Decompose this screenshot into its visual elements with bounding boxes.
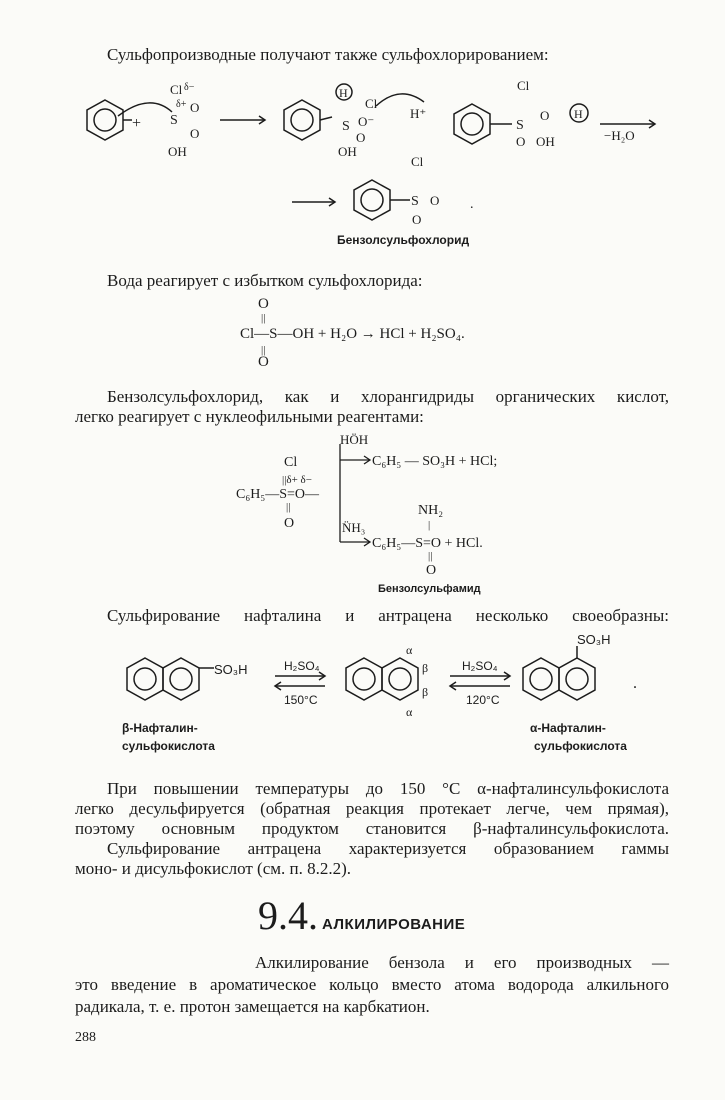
benzene-ring-product [354, 180, 390, 220]
scheme2-deltas: ||δ+ δ− [282, 474, 312, 486]
oxygen-label-7: O [412, 212, 422, 227]
benzene-aromatic-circle-3 [461, 113, 483, 135]
benzene-ring-3 [454, 104, 490, 144]
naphthalene-text: Сульфирование нафталина и антрацена несколько своеобразны: [107, 606, 669, 625]
hydroxyl-label-2: OH [338, 144, 357, 159]
para-bscl-line1: Бензолсульфохлорид, как и хлорангидриды органических кислот, [107, 387, 669, 406]
naphthalene-ring-a3 [523, 658, 559, 700]
product-sulfonamide: C₆H₅—S=O + HCl. [372, 536, 483, 551]
sulfonamide-oxygen: O [426, 563, 437, 578]
beta-bottom: β [422, 685, 429, 699]
sulfonamide-caption: Бензолсульфамид [378, 583, 481, 595]
naphthalene-scheme [110, 628, 670, 763]
chlorine-label-4: Cl [411, 154, 424, 169]
sulfur-label-3: S [516, 118, 524, 133]
chlorine-label-3: Cl [517, 78, 530, 93]
chlorine-label: Cl [170, 82, 183, 97]
section-heading [258, 892, 465, 939]
electron-arrow-2 [376, 94, 424, 106]
benzene-aromatic-circle-product [361, 189, 383, 211]
nucleophile-scheme [230, 430, 560, 600]
svg-text:||: || [428, 550, 433, 562]
page-number: 288 [75, 1030, 96, 1045]
oxygen-label-5: O [516, 134, 526, 149]
svg-text:.: . [470, 197, 474, 212]
para-alkyl-line1: Алкилирование бензола и его производных — [255, 953, 669, 972]
benzene-aromatic-circle-1 [94, 109, 116, 131]
alpha-top: α [406, 643, 413, 657]
para-bscl-line2: легко реагирует с нуклеофильными реагентами: [75, 407, 424, 426]
naphthalene-ring-a1 [127, 658, 163, 700]
hydroxyl-label-3: OH [536, 134, 555, 149]
para-alkyl-line2: это введение в ароматическое кольцо вместо атома водорода алкильного [75, 975, 669, 994]
temperature-120: 120°C [466, 693, 500, 707]
reagent-ammonia: N̈H₃ [342, 520, 366, 535]
scheme2-chlorine: Cl [284, 455, 298, 470]
alpha-caption-line1: α-Нафталин- [530, 721, 606, 735]
para-temp-line1: При повышении температуры до 150 °С α-нафталинсульфокислота [107, 779, 669, 798]
alpha-so3h-label: SO₃H [577, 632, 611, 647]
para-temp-line2: легко десульфируется (обратная реакция протекает легче, чем прямая), [75, 799, 669, 818]
proton-label: H⁺ [410, 106, 427, 121]
sulfuric-acid-label-2: H₂SO₄ [462, 659, 498, 673]
scheme2-center: C₆H₅—S=O— [236, 487, 320, 502]
hydrogen-label: H [339, 86, 348, 100]
scheme2-oxygen: O [284, 516, 295, 531]
electron-arrow-1 [118, 103, 172, 116]
water-reaction-text: Вода реагирует с избытком сульфохлорида: [107, 271, 423, 290]
alpha-bottom: α [406, 705, 413, 719]
oxygen-label-6: O [430, 193, 440, 208]
para-temp-line3: поэтому основным продуктом становится β-нафталинсульфокислота. [75, 819, 669, 838]
section-title: АЛКИЛИРОВАНИЕ [322, 916, 466, 933]
alpha-caption-line2: сульфокислота [534, 739, 627, 753]
delta-minus-label: δ− [184, 82, 195, 93]
svg-text:|: | [428, 519, 431, 531]
naphthalene-ring-b1 [163, 658, 199, 700]
section-number: 9.4. [258, 893, 318, 938]
intro-text: Сульфопроизводные получают также сульфохлорированием: [107, 45, 549, 64]
benzene-ring-1 [87, 100, 123, 140]
hydrogen-label-2: H [574, 107, 583, 121]
oxygen-label-4: O [540, 108, 550, 123]
beta-so3h-label: SO₃H [214, 662, 248, 677]
benzene-ring-2 [284, 100, 320, 140]
hydroxyl-label: OH [168, 144, 187, 159]
product-sulfonic-acid: C₆H₅ — SO₃H + HCl; [372, 454, 498, 469]
oxygen-label-2: O [190, 126, 200, 141]
benzene-aromatic-circle-2 [291, 109, 313, 131]
para-anthr-line1: Сульфирование антрацена характеризуется образованием гаммы [107, 839, 669, 858]
plus-sign: + [132, 115, 142, 132]
water-elimination-label: −H₂O [604, 128, 635, 143]
reagent-water: HÖH [340, 432, 369, 447]
sulfur-label-4: S [411, 194, 419, 209]
eq2-top-oxygen: O [258, 296, 269, 312]
sulfur-label-2: S [342, 119, 350, 134]
sulfochlorination-scheme [80, 72, 680, 252]
temperature-150: 150°C [284, 693, 318, 707]
chlorine-label-2: Cl [365, 96, 378, 111]
oxygen-label-3: O [356, 130, 366, 145]
para-alkyl-line3: радикала, т. е. протон замещается на карбкатион. [75, 997, 430, 1016]
oxide-anion-label: O⁻ [358, 114, 375, 129]
amino-group: NH₂ [418, 503, 444, 518]
eq2-main: Cl—S—OH + H₂O → HCl + H₂SO₄. [240, 326, 465, 342]
svg-text:||: || [286, 501, 291, 513]
naphthalene-ring-a2 [346, 658, 382, 700]
svg-text:.: . [633, 675, 637, 692]
beta-caption-line1: β-Нафталин- [122, 721, 198, 735]
product-caption: Бензолсульфохлорид [337, 233, 470, 247]
eq2-bottom-oxygen: O [258, 354, 269, 370]
beta-top: β [422, 661, 429, 675]
sulfur-label: S [170, 113, 178, 128]
naphthalene-ring-b2 [382, 658, 418, 700]
beta-caption-line2: сульфокислота [122, 739, 215, 753]
sulfuric-acid-label-1: H₂SO₄ [284, 659, 320, 673]
naphthalene-ring-b3 [559, 658, 595, 700]
delta-plus-label: δ+ [176, 99, 187, 110]
oxygen-label: O [190, 100, 200, 115]
para-anthr-line2: моно- и дисульфокислот (см. п. 8.2.2). [75, 859, 352, 878]
